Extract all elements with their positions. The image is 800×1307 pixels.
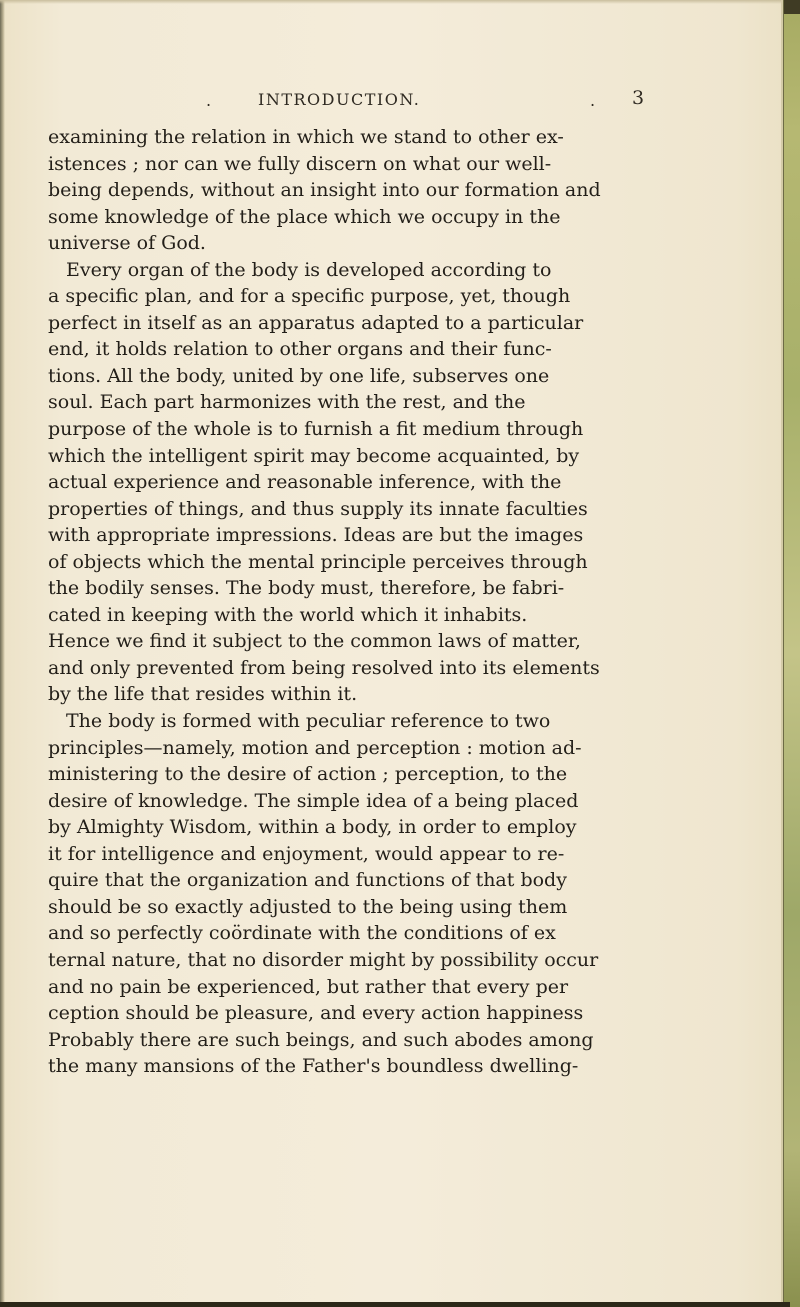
paragraph-start-line: Every organ of the body is developed according to [66, 258, 552, 281]
text-line: with appropriate impressions. Ideas are but the images [48, 524, 584, 547]
text-line: cated in keeping with the world which it inhabits. [48, 603, 528, 626]
running-title: INTRODUCTION. [258, 90, 421, 109]
text-line: ternal nature, that no disorder might by possibility occur [48, 948, 599, 971]
text-line: some knowledge of the place which we occupy in the [48, 205, 561, 228]
page-number: 3 [632, 87, 645, 109]
text-line: should be so exactly adjusted to the being using them [48, 895, 568, 918]
page-header [110, 86, 710, 116]
text-line: by the life that resides within it. [48, 683, 358, 706]
book-cover-corner [784, 0, 800, 14]
text-line: which the intelligent spirit may become acquainted, by [48, 444, 580, 467]
text-line: the bodily senses. The body must, therefore, be fabri- [48, 577, 565, 600]
text-line: it for intelligence and enjoyment, would appear to re- [48, 842, 565, 865]
text-line: tions. All the body, united by one life, subserves one [48, 364, 550, 387]
paragraph-start-line: The body is formed with peculiar reference to two [66, 710, 551, 733]
text-line: istences ; nor can we fully discern on what our well- [48, 152, 552, 175]
text-line: quire that the organization and functions of that body [48, 869, 567, 892]
header-dot-right: . [590, 91, 596, 110]
header-dot-left: . [206, 91, 212, 110]
text-line: Hence we find it subject to the common laws of matter, [48, 630, 581, 653]
text-line: soul. Each part harmonizes with the rest, and the [48, 391, 526, 414]
text-line: desire of knowledge. The simple idea of a being placed [48, 789, 579, 812]
text-line: ministering to the desire of action ; perception, to the [48, 763, 568, 786]
body-text [48, 124, 715, 1080]
page-top-edge [0, 0, 785, 4]
text-line: and only prevented from being resolved into its elements [48, 656, 600, 679]
text-line: by Almighty Wisdom, within a body, in order to employ [48, 816, 577, 839]
text-line: a specific plan, and for a specific purpose, yet, though [48, 285, 571, 308]
text-line: Probably there are such beings, and such abodes among [48, 1028, 594, 1051]
page-bottom-edge [0, 1302, 790, 1307]
page-left-edge [0, 0, 5, 1307]
text-line: being depends, without an insight into our formation and [48, 179, 601, 202]
text-line: ception should be pleasure, and every action happiness [48, 1002, 584, 1025]
text-line: perfect in itself as an apparatus adapted to a particular [48, 311, 584, 334]
text-line: actual experience and reasonable inference, with the [48, 471, 562, 494]
text-line: universe of God. [48, 232, 206, 255]
text-line: and no pain be experienced, but rather that every per [48, 975, 569, 998]
text-line: examining the relation in which we stand to other ex- [48, 126, 564, 148]
text-line: the many mansions of the Father's boundless dwelling- [48, 1055, 579, 1078]
text-line: properties of things, and thus supply its innate faculties [48, 497, 588, 520]
text-line: purpose of the whole is to furnish a fit medium through [48, 418, 584, 441]
book-cover-edge [783, 0, 800, 1307]
text-line: principles—namely, motion and perception : motion ad- [48, 736, 582, 759]
text-line: and so perfectly coördinate with the conditions of ex [48, 922, 556, 945]
text-line: of objects which the mental principle perceives through [48, 550, 588, 573]
text-line: end, it holds relation to other organs and their func- [48, 338, 552, 361]
